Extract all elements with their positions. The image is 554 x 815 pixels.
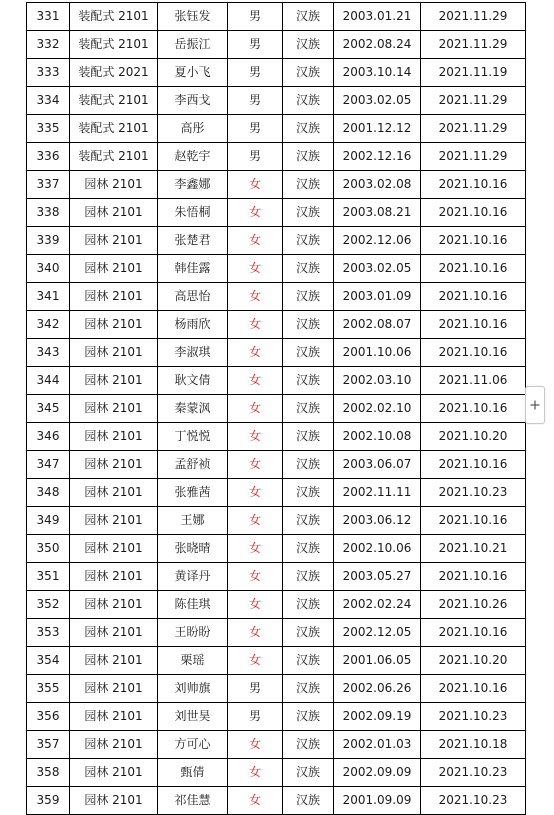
cell-date: 2021.10.16 <box>421 675 526 703</box>
cell-name: 栗瑶 <box>158 647 228 675</box>
cell-class: 园林 2101 <box>70 199 158 227</box>
cell-name: 黄译丹 <box>158 563 228 591</box>
cell-number: 339 <box>27 227 70 255</box>
table-row <box>27 675 526 703</box>
cell-date: 2021.10.16 <box>421 199 526 227</box>
table-row <box>27 703 526 731</box>
cell-number: 344 <box>27 367 70 395</box>
cell-date: 2021.10.23 <box>421 787 526 815</box>
cell-name: 李西戈 <box>158 87 228 115</box>
add-button[interactable] <box>525 386 545 424</box>
table-row <box>27 31 526 59</box>
cell-number: 348 <box>27 479 70 507</box>
cell-ethnicity: 汉族 <box>283 787 334 815</box>
cell-birth-date: 2001.06.05 <box>334 647 421 675</box>
cell-ethnicity: 汉族 <box>283 143 334 171</box>
table-row <box>27 423 526 451</box>
cell-number: 352 <box>27 591 70 619</box>
cell-gender: 女 <box>228 591 283 619</box>
cell-ethnicity: 汉族 <box>283 339 334 367</box>
cell-date: 2021.10.20 <box>421 647 526 675</box>
cell-date: 2021.11.29 <box>421 143 526 171</box>
cell-class: 园林 2101 <box>70 535 158 563</box>
cell-name: 甄倩 <box>158 759 228 787</box>
cell-gender: 女 <box>228 283 283 311</box>
cell-class: 园林 2101 <box>70 507 158 535</box>
cell-birth-date: 2002.02.10 <box>334 395 421 423</box>
table-row <box>27 507 526 535</box>
cell-ethnicity: 汉族 <box>283 227 334 255</box>
cell-ethnicity: 汉族 <box>283 87 334 115</box>
table-row <box>27 731 526 759</box>
cell-ethnicity: 汉族 <box>283 619 334 647</box>
cell-number: 341 <box>27 283 70 311</box>
cell-birth-date: 2002.10.08 <box>334 423 421 451</box>
cell-date: 2021.10.23 <box>421 759 526 787</box>
table-row <box>27 647 526 675</box>
cell-name: 陈佳琪 <box>158 591 228 619</box>
cell-gender: 女 <box>228 535 283 563</box>
cell-date: 2021.10.16 <box>421 563 526 591</box>
cell-class: 园林 2101 <box>70 311 158 339</box>
cell-ethnicity: 汉族 <box>283 283 334 311</box>
cell-date: 2021.10.16 <box>421 339 526 367</box>
cell-date: 2021.11.29 <box>421 31 526 59</box>
cell-number: 357 <box>27 731 70 759</box>
cell-ethnicity: 汉族 <box>283 591 334 619</box>
cell-name: 岳振江 <box>158 31 228 59</box>
cell-name: 张雅茜 <box>158 479 228 507</box>
cell-name: 李鑫娜 <box>158 171 228 199</box>
cell-name: 高彤 <box>158 115 228 143</box>
table-row <box>27 115 526 143</box>
cell-birth-date: 2002.02.24 <box>334 591 421 619</box>
cell-birth-date: 2003.05.27 <box>334 563 421 591</box>
table-row <box>27 395 526 423</box>
cell-birth-date: 2003.02.05 <box>334 255 421 283</box>
roster-table <box>26 2 526 815</box>
cell-class: 园林 2101 <box>70 759 158 787</box>
cell-gender: 女 <box>228 395 283 423</box>
cell-number: 338 <box>27 199 70 227</box>
cell-date: 2021.10.16 <box>421 171 526 199</box>
cell-number: 350 <box>27 535 70 563</box>
cell-ethnicity: 汉族 <box>283 423 334 451</box>
cell-birth-date: 2002.11.11 <box>334 479 421 507</box>
cell-class: 园林 2101 <box>70 703 158 731</box>
cell-number: 343 <box>27 339 70 367</box>
cell-class: 园林 2101 <box>70 283 158 311</box>
table-row <box>27 479 526 507</box>
table-row <box>27 339 526 367</box>
cell-number: 331 <box>27 3 70 31</box>
cell-gender: 女 <box>228 647 283 675</box>
cell-birth-date: 2002.12.06 <box>334 227 421 255</box>
cell-number: 354 <box>27 647 70 675</box>
cell-gender: 女 <box>228 563 283 591</box>
cell-gender: 男 <box>228 143 283 171</box>
cell-number: 335 <box>27 115 70 143</box>
cell-date: 2021.10.16 <box>421 227 526 255</box>
cell-birth-date: 2001.10.06 <box>334 339 421 367</box>
cell-gender: 女 <box>228 479 283 507</box>
cell-name: 韩佳露 <box>158 255 228 283</box>
cell-class: 园林 2101 <box>70 339 158 367</box>
cell-birth-date: 2001.09.09 <box>334 787 421 815</box>
cell-ethnicity: 汉族 <box>283 59 334 87</box>
cell-name: 耿文倩 <box>158 367 228 395</box>
cell-gender: 男 <box>228 59 283 87</box>
cell-ethnicity: 汉族 <box>283 171 334 199</box>
table-row <box>27 787 526 815</box>
cell-birth-date: 2002.08.24 <box>334 31 421 59</box>
cell-number: 334 <box>27 87 70 115</box>
cell-birth-date: 2003.02.05 <box>334 87 421 115</box>
cell-birth-date: 2003.01.09 <box>334 283 421 311</box>
cell-number: 336 <box>27 143 70 171</box>
cell-birth-date: 2003.01.21 <box>334 3 421 31</box>
cell-gender: 女 <box>228 227 283 255</box>
cell-ethnicity: 汉族 <box>283 395 334 423</box>
cell-ethnicity: 汉族 <box>283 703 334 731</box>
cell-gender: 女 <box>228 171 283 199</box>
cell-name: 李淑琪 <box>158 339 228 367</box>
cell-birth-date: 2003.08.21 <box>334 199 421 227</box>
cell-number: 358 <box>27 759 70 787</box>
cell-name: 刘帅旗 <box>158 675 228 703</box>
cell-birth-date: 2002.12.05 <box>334 619 421 647</box>
cell-gender: 女 <box>228 311 283 339</box>
cell-name: 张晓晴 <box>158 535 228 563</box>
table-row <box>27 59 526 87</box>
cell-date: 2021.10.26 <box>421 591 526 619</box>
cell-date: 2021.10.16 <box>421 255 526 283</box>
table-row <box>27 591 526 619</box>
roster-table-body <box>27 3 526 815</box>
cell-date: 2021.10.16 <box>421 507 526 535</box>
table-row <box>27 563 526 591</box>
cell-ethnicity: 汉族 <box>283 731 334 759</box>
cell-class: 园林 2101 <box>70 451 158 479</box>
table-row <box>27 451 526 479</box>
cell-name: 夏小飞 <box>158 59 228 87</box>
cell-name: 王盼盼 <box>158 619 228 647</box>
table-row <box>27 143 526 171</box>
cell-date: 2021.11.29 <box>421 87 526 115</box>
cell-ethnicity: 汉族 <box>283 3 334 31</box>
cell-ethnicity: 汉族 <box>283 311 334 339</box>
table-row <box>27 283 526 311</box>
cell-name: 王娜 <box>158 507 228 535</box>
cell-name: 孟舒祯 <box>158 451 228 479</box>
cell-ethnicity: 汉族 <box>283 255 334 283</box>
cell-date: 2021.10.16 <box>421 395 526 423</box>
cell-number: 353 <box>27 619 70 647</box>
table-row <box>27 535 526 563</box>
cell-date: 2021.11.19 <box>421 59 526 87</box>
cell-date: 2021.11.06 <box>421 367 526 395</box>
cell-class: 园林 2101 <box>70 731 158 759</box>
cell-number: 351 <box>27 563 70 591</box>
cell-ethnicity: 汉族 <box>283 507 334 535</box>
cell-class: 园林 2101 <box>70 647 158 675</box>
cell-class: 装配式 2101 <box>70 3 158 31</box>
cell-gender: 男 <box>228 703 283 731</box>
cell-ethnicity: 汉族 <box>283 563 334 591</box>
cell-birth-date: 2003.02.08 <box>334 171 421 199</box>
cell-name: 张钰发 <box>158 3 228 31</box>
cell-birth-date: 2002.10.06 <box>334 535 421 563</box>
cell-date: 2021.10.23 <box>421 479 526 507</box>
cell-number: 347 <box>27 451 70 479</box>
cell-gender: 男 <box>228 675 283 703</box>
cell-class: 园林 2101 <box>70 395 158 423</box>
cell-class: 装配式 2101 <box>70 87 158 115</box>
cell-date: 2021.10.16 <box>421 311 526 339</box>
cell-ethnicity: 汉族 <box>283 647 334 675</box>
table-row <box>27 3 526 31</box>
cell-class: 园林 2101 <box>70 227 158 255</box>
cell-gender: 女 <box>228 731 283 759</box>
cell-class: 园林 2101 <box>70 255 158 283</box>
table-row <box>27 759 526 787</box>
cell-class: 园林 2101 <box>70 171 158 199</box>
table-row <box>27 367 526 395</box>
cell-number: 355 <box>27 675 70 703</box>
cell-ethnicity: 汉族 <box>283 675 334 703</box>
cell-number: 340 <box>27 255 70 283</box>
cell-birth-date: 2002.09.09 <box>334 759 421 787</box>
cell-number: 333 <box>27 59 70 87</box>
cell-birth-date: 2003.10.14 <box>334 59 421 87</box>
cell-ethnicity: 汉族 <box>283 759 334 787</box>
cell-name: 祁佳慧 <box>158 787 228 815</box>
table-row <box>27 619 526 647</box>
table-row <box>27 311 526 339</box>
cell-class: 园林 2101 <box>70 591 158 619</box>
cell-date: 2021.10.23 <box>421 703 526 731</box>
cell-date: 2021.10.16 <box>421 619 526 647</box>
cell-name: 高思怡 <box>158 283 228 311</box>
cell-class: 园林 2101 <box>70 423 158 451</box>
cell-gender: 女 <box>228 787 283 815</box>
cell-gender: 男 <box>228 87 283 115</box>
table-row <box>27 227 526 255</box>
cell-class: 装配式 2101 <box>70 31 158 59</box>
cell-name: 秦蒙沨 <box>158 395 228 423</box>
cell-class: 园林 2101 <box>70 367 158 395</box>
cell-birth-date: 2002.12.16 <box>334 143 421 171</box>
cell-class: 园林 2101 <box>70 675 158 703</box>
cell-date: 2021.10.16 <box>421 283 526 311</box>
cell-ethnicity: 汉族 <box>283 31 334 59</box>
cell-date: 2021.11.29 <box>421 115 526 143</box>
cell-gender: 女 <box>228 339 283 367</box>
cell-class: 园林 2101 <box>70 563 158 591</box>
table-row <box>27 255 526 283</box>
cell-name: 刘世昊 <box>158 703 228 731</box>
cell-ethnicity: 汉族 <box>283 367 334 395</box>
cell-date: 2021.10.18 <box>421 731 526 759</box>
cell-number: 349 <box>27 507 70 535</box>
cell-number: 345 <box>27 395 70 423</box>
cell-gender: 男 <box>228 31 283 59</box>
cell-name: 张楚君 <box>158 227 228 255</box>
cell-number: 356 <box>27 703 70 731</box>
cell-date: 2021.10.16 <box>421 451 526 479</box>
plus-icon <box>530 400 540 410</box>
cell-name: 杨雨欣 <box>158 311 228 339</box>
table-row <box>27 171 526 199</box>
cell-class: 装配式 2101 <box>70 115 158 143</box>
cell-gender: 女 <box>228 423 283 451</box>
cell-gender: 女 <box>228 199 283 227</box>
cell-birth-date: 2002.06.26 <box>334 675 421 703</box>
cell-birth-date: 2002.08.07 <box>334 311 421 339</box>
cell-birth-date: 2003.06.07 <box>334 451 421 479</box>
cell-gender: 女 <box>228 619 283 647</box>
cell-number: 332 <box>27 31 70 59</box>
cell-number: 346 <box>27 423 70 451</box>
cell-date: 2021.10.21 <box>421 535 526 563</box>
cell-date: 2021.10.20 <box>421 423 526 451</box>
cell-class: 装配式 2021 <box>70 59 158 87</box>
cell-birth-date: 2003.06.12 <box>334 507 421 535</box>
table-row <box>27 199 526 227</box>
cell-gender: 女 <box>228 759 283 787</box>
cell-birth-date: 2002.01.03 <box>334 731 421 759</box>
cell-number: 342 <box>27 311 70 339</box>
cell-gender: 男 <box>228 115 283 143</box>
cell-name: 赵乾宇 <box>158 143 228 171</box>
cell-name: 方可心 <box>158 731 228 759</box>
cell-name: 朱悟桐 <box>158 199 228 227</box>
cell-name: 丁悦悦 <box>158 423 228 451</box>
cell-class: 园林 2101 <box>70 787 158 815</box>
cell-gender: 女 <box>228 255 283 283</box>
cell-gender: 女 <box>228 507 283 535</box>
cell-number: 359 <box>27 787 70 815</box>
cell-ethnicity: 汉族 <box>283 535 334 563</box>
cell-birth-date: 2002.09.19 <box>334 703 421 731</box>
table-row <box>27 87 526 115</box>
cell-birth-date: 2002.03.10 <box>334 367 421 395</box>
cell-ethnicity: 汉族 <box>283 115 334 143</box>
cell-ethnicity: 汉族 <box>283 451 334 479</box>
cell-class: 装配式 2101 <box>70 143 158 171</box>
cell-ethnicity: 汉族 <box>283 199 334 227</box>
cell-birth-date: 2001.12.12 <box>334 115 421 143</box>
cell-class: 园林 2101 <box>70 619 158 647</box>
cell-ethnicity: 汉族 <box>283 479 334 507</box>
cell-gender: 男 <box>228 3 283 31</box>
cell-date: 2021.11.29 <box>421 3 526 31</box>
cell-gender: 女 <box>228 451 283 479</box>
cell-gender: 女 <box>228 367 283 395</box>
cell-number: 337 <box>27 171 70 199</box>
cell-class: 园林 2101 <box>70 479 158 507</box>
